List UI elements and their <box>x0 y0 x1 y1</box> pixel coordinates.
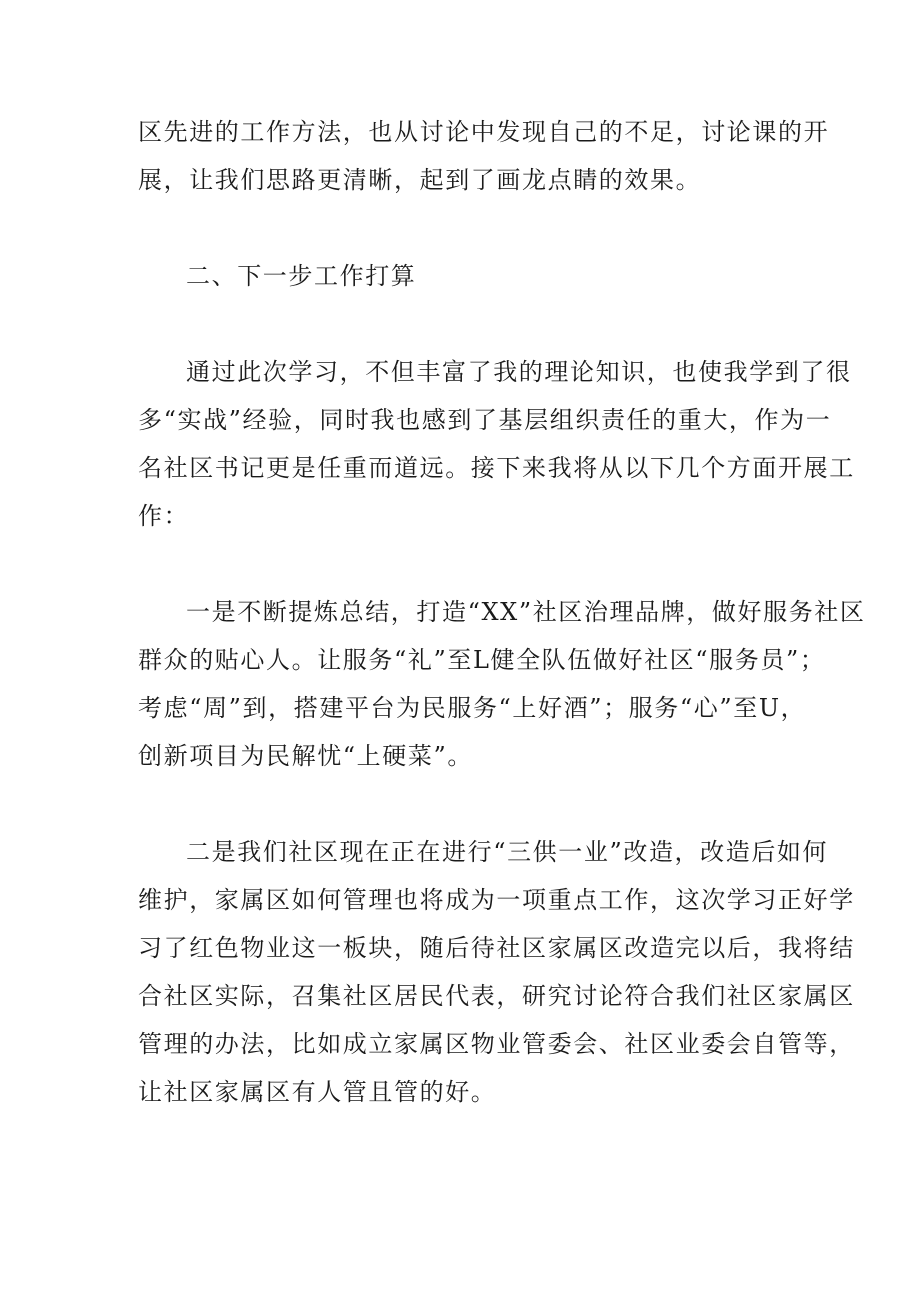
paragraph-line: 考虑“周”到，搭建平台为民服务“上好酒”；服务“心”至U， <box>138 694 807 722</box>
paragraph-line: 创新项目为民解忧“上硬菜”。 <box>138 742 473 770</box>
paragraph-line: 通过此次学习，不但丰富了我的理论知识，也使我学到了很 <box>186 358 852 386</box>
paragraph-line: 管理的办法，比如成立家属区物业管委会、社区业委会自管等， <box>138 1030 855 1058</box>
paragraph-line: 让社区家属区有人管且管的好。 <box>138 1078 497 1106</box>
paragraph-line: 合社区实际，召集社区居民代表，研究讨论符合我们社区家属区 <box>138 982 855 1010</box>
paragraph-line: 一是不断提炼总结，打造“XX”社区治理品牌，做好服务社区 <box>186 598 866 626</box>
paragraph-line: 维护，家属区如何管理也将成为一项重点工作，这次学习正好学 <box>138 886 855 914</box>
section-heading: 二、下一步工作打算 <box>186 262 417 290</box>
paragraph-line: 群众的贴心人。让服务“礼”至L健全队伍做好社区“服务员”； <box>138 646 826 674</box>
paragraph-line: 多“实战”经验，同时我也感到了基层组织责任的重大，作为一 <box>138 406 832 434</box>
paragraph-line: 二是我们社区现在正在进行“三供一业”改造，改造后如何 <box>186 838 829 866</box>
paragraph-line: 区先进的工作方法，也从讨论中发现自己的不足，讨论课的开 <box>138 118 830 146</box>
paragraph-line: 作： <box>138 502 190 530</box>
paragraph-line: 习了红色物业这一板块，随后待社区家属区改造完以后，我将结 <box>138 934 855 962</box>
paragraph-line: 名社区书记更是任重而道远。接下来我将从以下几个方面开展工 <box>138 454 855 482</box>
paragraph-line: 展，让我们思路更清晰，起到了画龙点睛的效果。 <box>138 166 702 194</box>
